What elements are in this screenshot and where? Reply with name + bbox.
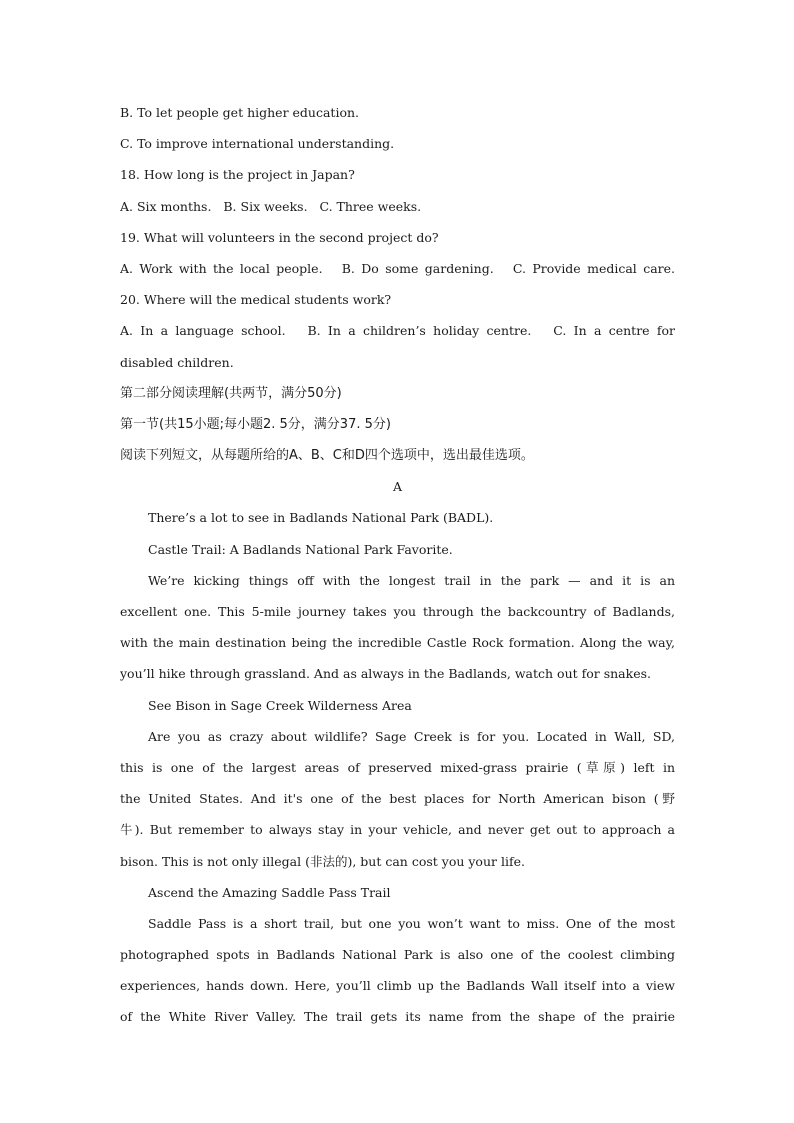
saddle-paragraph-line: Saddle Pass is a short trail, but one you won’t want to miss. One of the most bbox=[148, 915, 675, 931]
exam-page bbox=[120, 97, 675, 1033]
castle-paragraph-line: you’ll hike through grassland. And as always in the Badlands, watch out for snakes. bbox=[120, 666, 651, 682]
q17-option-c: C. To improve international understanding. bbox=[120, 136, 395, 152]
castle-paragraph-line: excellent one. This 5-mile journey takes you through the backcountry of Badlands, bbox=[120, 604, 675, 619]
q18-options: A. Six months. B. Six weeks. C. Three weeks. bbox=[120, 198, 422, 214]
passage-intro: There’s a lot to see in Badlands National Park (BADL). bbox=[148, 510, 494, 526]
section1-heading: 第一节(共15小题;每小题2. 5分，满分37. 5分) bbox=[120, 416, 391, 432]
bison-paragraph-line: 牛). But remember to always stay in your vehicle, and never get out to approach a bbox=[120, 822, 675, 838]
castle-paragraph-line: with the main destination being the incredible Castle Rock formation. Along the way, bbox=[120, 635, 675, 651]
reading-instruction: 阅读下列短文，从每题所给的A、B、C和D四个选项中，选出最佳选项。 bbox=[120, 448, 534, 464]
saddle-paragraph-line: of the White River Valley. The trail gets its name from the shape of the prairie bbox=[120, 1009, 675, 1025]
saddle-paragraph-line: photographed spots in Badlands National Park is also one of the coolest climbing bbox=[120, 947, 675, 963]
castle-paragraph-line: We’re kicking things off with the longest trail in the park — and it is an bbox=[148, 572, 675, 588]
q20-options-line1: A. In a language school. B. In a children’s holiday centre. C. In a centre for bbox=[120, 323, 675, 339]
passage-label: A bbox=[392, 479, 403, 495]
q20-question: 20. Where will the medical students work? bbox=[120, 292, 392, 308]
q17-option-b: B. To let people get higher education. bbox=[120, 105, 360, 120]
part2-heading: 第二部分阅读理解(共两节，满分50分) bbox=[120, 385, 342, 401]
q20-options-line2: disabled children. bbox=[120, 354, 234, 370]
q19-options: A. Work with the local people. B. Do some gardening. C. Provide medical care. bbox=[120, 260, 675, 276]
castle-trail-title: Castle Trail: A Badlands National Park Favorite. bbox=[148, 541, 453, 557]
bison-section-title: See Bison in Sage Creek Wilderness Area bbox=[148, 697, 412, 713]
saddle-pass-title: Ascend the Amazing Saddle Pass Trail bbox=[148, 884, 391, 900]
bison-paragraph-line: the United States. And it's one of the best places for North American bison (野 bbox=[120, 791, 675, 807]
q19-question: 19. What will volunteers in the second project do? bbox=[120, 229, 439, 245]
q18-question: 18. How long is the project in Japan? bbox=[120, 167, 355, 183]
bison-paragraph-line: this is one of the largest areas of preserved mixed-grass prairie (草原) left in bbox=[120, 759, 675, 775]
bison-paragraph-line: Are you as crazy about wildlife? Sage Creek is for you. Located in Wall, SD, bbox=[148, 728, 675, 744]
saddle-paragraph-line: experiences, hands down. Here, you’ll climb up the Badlands Wall itself into a view bbox=[120, 978, 675, 994]
bison-paragraph-line: bison. This is not only illegal (非法的), but can cost you your life. bbox=[120, 853, 525, 869]
